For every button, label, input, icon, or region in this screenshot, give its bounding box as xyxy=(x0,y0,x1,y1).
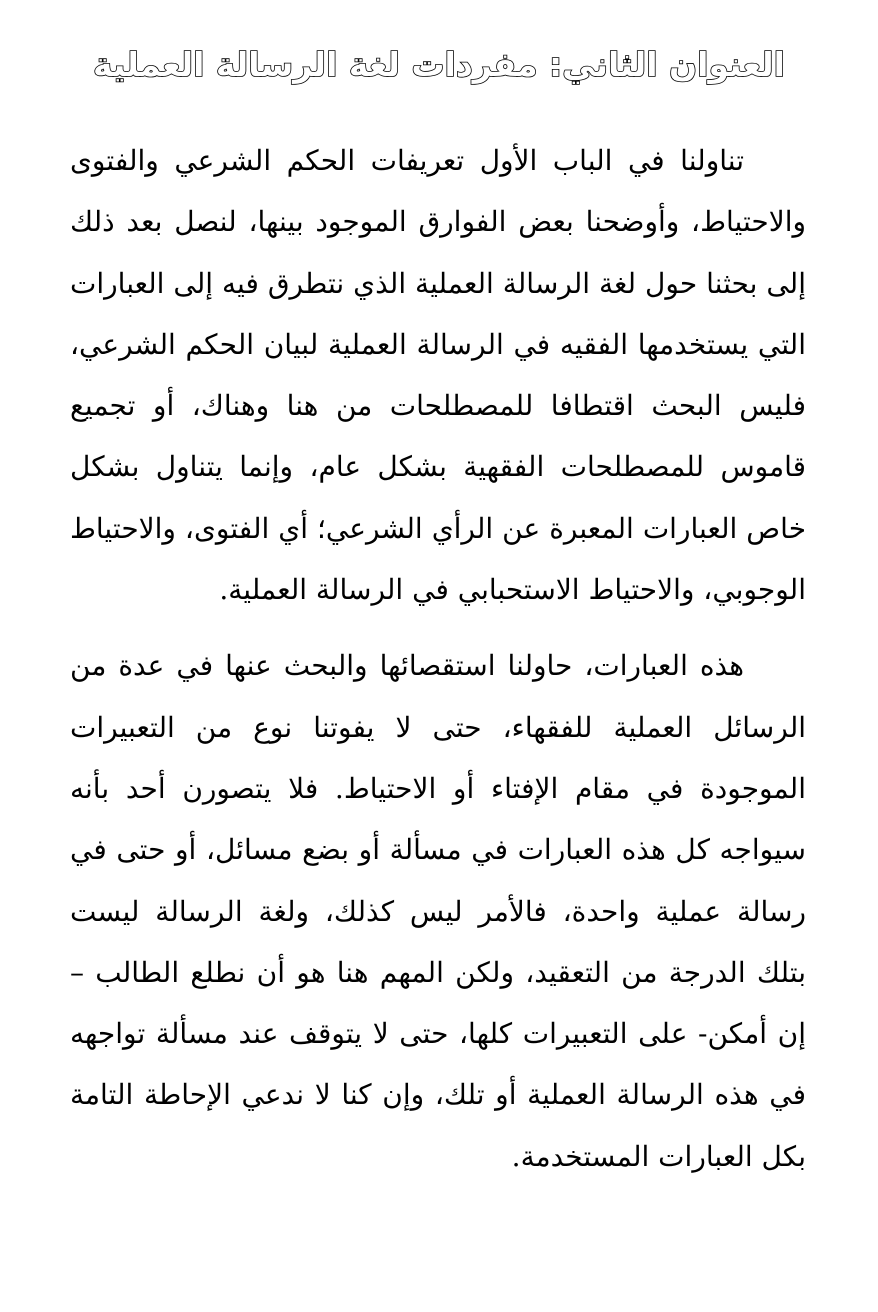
paragraph-2: هذه العبارات، حاولنا استقصائها والبحث عنها في عدة من الرسائل العملية للفقهاء، حتى لا يفوتنا نوع من التعبيرات الموجودة في مقام الإفتاء أو الاحتياط. فلا يتصورن أحد بأنه سيواجه كل هذه العبارات في مسألة أو بضع مسائل، أو حتى في رسالة عملية واحدة، فالأمر ليس كذلك، ولغة الرسالة ليست بتلك الدرجة من التعقيد، ولكن المهم هنا هو أن نطلع الطالب – إن أمكن- على التعبيرات كلها، حتى لا يتوقف عند مسألة تواجهه في هذه الرسالة العملية أو تلك، وإن كنا لا ندعي الإحاطة التامة بكل العبارات المستخدمة. xyxy=(70,649,807,1173)
body-text xyxy=(70,130,806,1187)
paragraph-1: تناولنا في الباب الأول تعريفات الحكم الشرعي والفتوى والاحتياط، وأوضحنا بعض الفوارق الموجود بينها، لنصل بعد ذلك إلى بحثنا حول لغة الرسالة العملية الذي نتطرق فيه إلى العبارات التي يستخدمها الفقيه في الرسالة العملية لبيان الحكم الشرعي، فليس البحث اقتطافا للمصطلحات من هنا وهناك، أو تجميع قاموس للمصطلحات الفقهية بشكل عام، وإنما يتناول بشكل خاص العبارات المعبرة عن الرأي الشرعي؛ أي الفتوى، والاحتياط الوجوبي، والاحتياط الاستحبابي في الرسالة العملية. xyxy=(70,144,806,607)
section-heading: العنوان الثاني: مفردات لغة الرسالة العملية xyxy=(93,45,785,84)
